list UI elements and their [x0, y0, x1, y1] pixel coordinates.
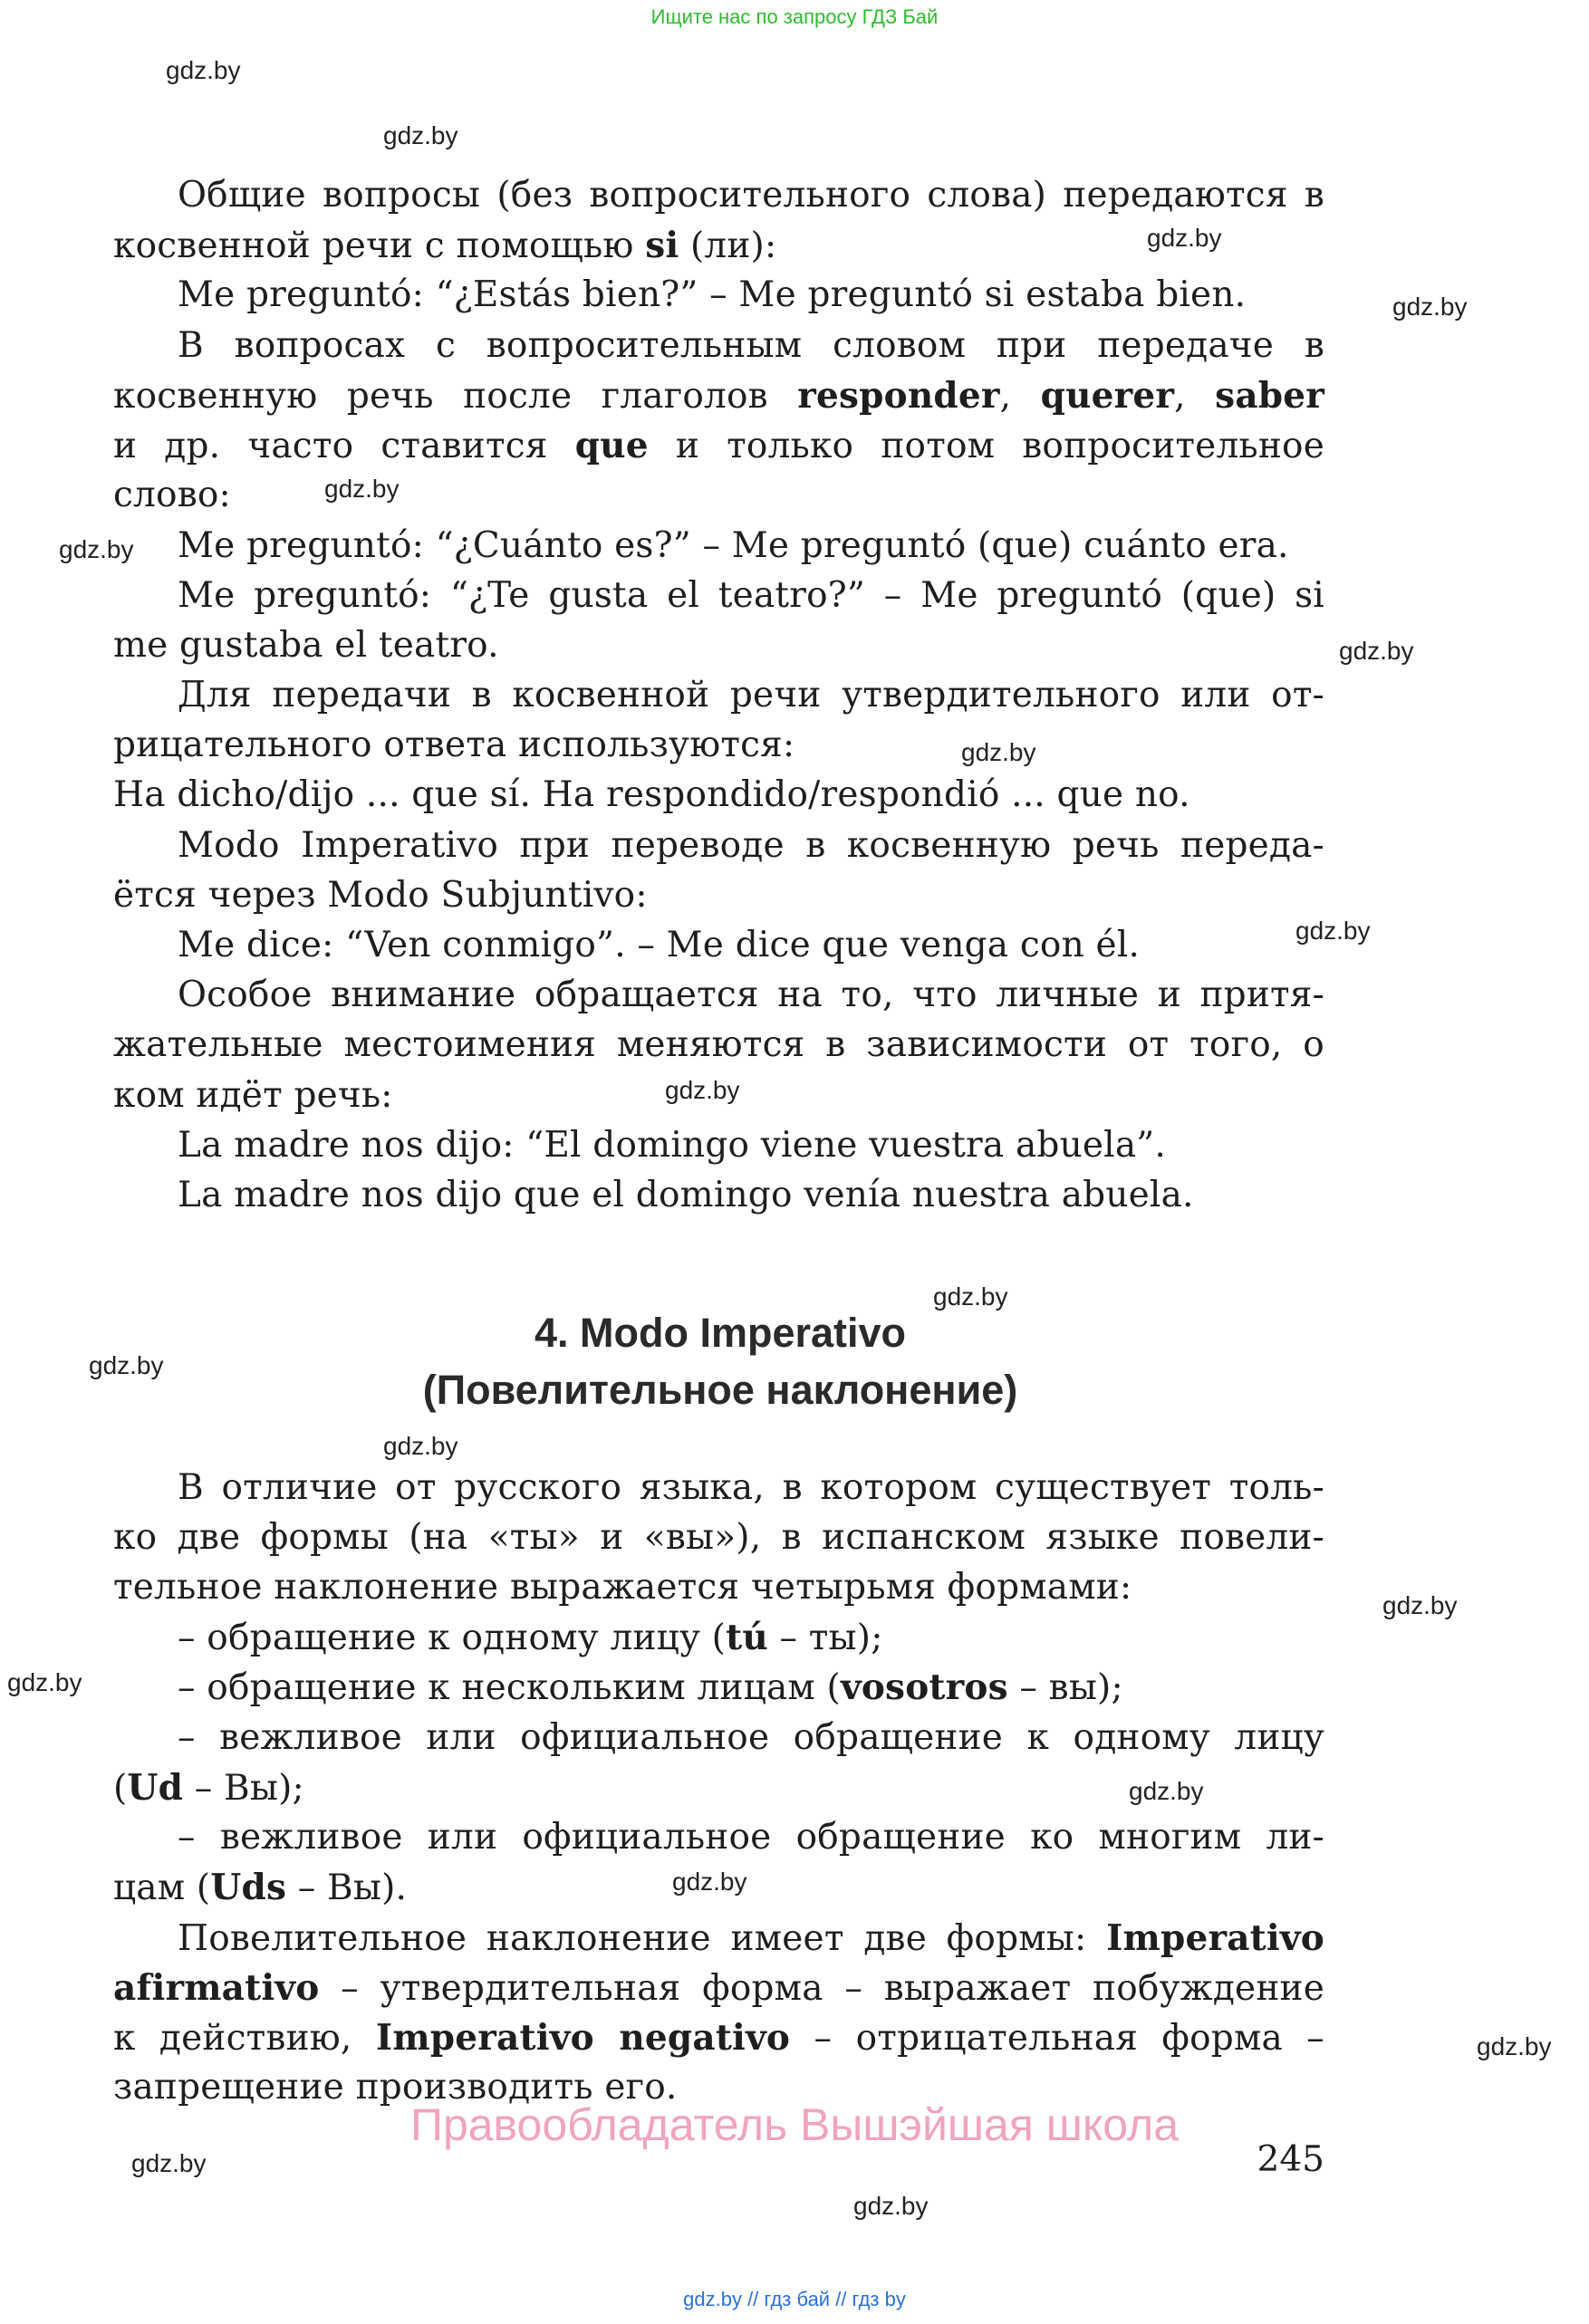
watermark: gdz.by	[672, 1868, 747, 1896]
text-line: Me preguntó: “¿Estás bien?” – Me preguntó si estaba bien.	[178, 274, 1247, 315]
text-line: afirmativo – утвердительная форма – выражает побуждение	[113, 1967, 1324, 2009]
text-line: Me preguntó: “¿Cuánto es?” – Me preguntó (que) cuánto era.	[178, 525, 1289, 566]
top-banner[interactable]: Ищите нас по запросу ГДЗ Бай	[650, 5, 939, 28]
text-line: тельное наклонение выражается четырьмя формами:	[113, 1567, 1132, 1608]
watermark: gdz.by	[1382, 1591, 1458, 1619]
text-line: Повелительное наклонение имеет две формы: Imperativo	[178, 1917, 1324, 1959]
list-item: – обращение к одному лицу (tú – ты);	[178, 1617, 883, 1658]
text-line: В отличие от русского языка, в котором существует толь-	[178, 1467, 1324, 1508]
text-line: слово:	[113, 475, 231, 515]
watermark: gdz.by	[933, 1282, 1008, 1311]
text-line: косвенную речь после глаголов responder, querer, saber	[113, 375, 1325, 417]
watermark: gdz.by	[166, 56, 241, 84]
watermark: gdz.by	[1147, 224, 1222, 252]
watermark: gdz.by	[665, 1076, 740, 1104]
text-line: В вопросах с вопросительным словом при передаче в	[178, 325, 1324, 366]
text-line: La madre nos dijo que el domingo venía nuestra abuela.	[178, 1175, 1194, 1215]
text-line: жательные местоимения меняются в зависимости от того, о	[113, 1024, 1324, 1065]
text-line: Ha dicho/dijo ... que sí. Ha respondido/respondió ... que no.	[113, 774, 1190, 815]
copyright-watermark: Правообладатель Вышэйшая школа	[410, 2099, 1179, 2150]
list-item: – вежливое или официальное обращение ко многим ли-	[178, 1817, 1324, 1858]
watermark: gdz.by	[7, 1668, 82, 1696]
list-item: – вежливое или официальное обращение к одному лицу	[178, 1717, 1324, 1758]
text-line: me gustaba el teatro.	[113, 625, 499, 666]
text-line: (Ud – Вы);	[113, 1767, 304, 1809]
text-line: Me dice: “Ven conmigo”. – Me dice que venga con él.	[178, 925, 1141, 965]
text-line: Общие вопросы (без вопросительного слова) передаются в	[178, 175, 1324, 216]
watermark: gdz.by	[324, 475, 400, 503]
watermark: gdz.by	[1392, 293, 1468, 321]
text-line: ком идёт речь:	[113, 1075, 393, 1116]
text-line: и др. часто ставится que и только потом вопросительное	[113, 425, 1325, 466]
text-line: Me preguntó: “¿Te gusta el teatro?” – Me preguntó (que) si	[178, 575, 1324, 616]
text-line: Особое внимание обращается на то, что личные и притя-	[178, 975, 1324, 1015]
text-line: цам (Uds – Вы).	[113, 1867, 408, 1908]
watermark: gdz.by	[1295, 917, 1371, 945]
list-item: – обращение к нескольким лицам (vosotros – вы);	[178, 1666, 1123, 1708]
text-line: запрещение производить его.	[113, 2067, 678, 2108]
text-line: Modo Imperativo при переводе в косвенную речь переда-	[178, 825, 1324, 866]
watermark: gdz.by	[1129, 1777, 1204, 1805]
watermark: gdz.by	[853, 2192, 929, 2220]
watermark: gdz.by	[1477, 2032, 1552, 2060]
watermark: gdz.by	[1339, 637, 1414, 665]
section-subtitle: (Повелительное наклонение)	[422, 1367, 1018, 1413]
watermark: gdz.by	[59, 535, 134, 563]
watermark: gdz.by	[961, 738, 1036, 766]
page-number: 245	[1257, 2139, 1324, 2180]
text-line: косвенной речи с помощью si (ли):	[113, 225, 777, 266]
section-title: 4. Modo Imperativo	[534, 1310, 907, 1356]
text-line: La madre nos dijo: “El domingo viene vuestra abuela”.	[178, 1125, 1167, 1166]
footer-links[interactable]: gdz.by // гдз бай // гдз by	[683, 2288, 906, 2310]
watermark: gdz.by	[383, 121, 458, 149]
text-line: ётся через Modo Subjuntivo:	[113, 875, 648, 916]
watermark: gdz.by	[383, 1432, 458, 1460]
watermark: gdz.by	[131, 2149, 207, 2177]
text-line: к действию, Imperativo negativo – отрицательная форма –	[113, 2017, 1324, 2059]
text-line: рицательного ответа используются:	[113, 725, 795, 765]
text-line: ко две формы (на «ты» и «вы»), в испанском языке повели-	[113, 1517, 1324, 1558]
watermark: gdz.by	[89, 1351, 164, 1379]
text-line: Для передачи в косвенной речи утвердительного или от-	[178, 675, 1324, 715]
